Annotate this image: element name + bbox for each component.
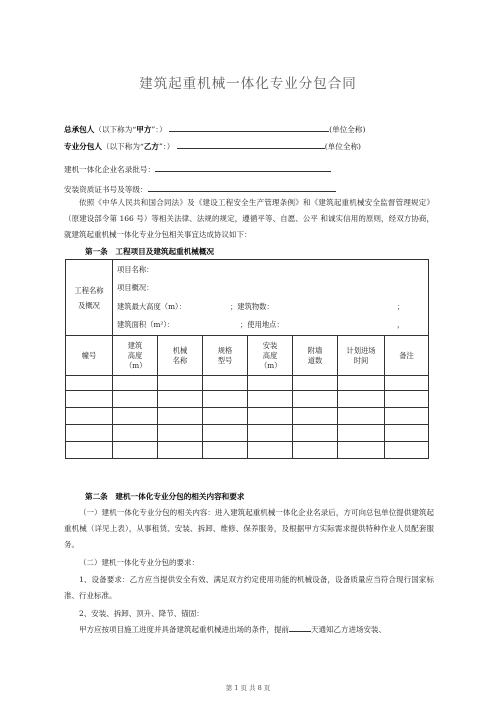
project-name-line — [117, 261, 428, 280]
sub-label: 专业分包人 — [64, 142, 102, 151]
sub-blank — [177, 140, 325, 149]
article2-title: 第二条 建机一体化专业分包的相关内容和要求 — [85, 492, 245, 501]
project-details-cell — [113, 260, 429, 336]
article2-p4: 2、安装、拆卸、顶升、降节、锚固： — [79, 609, 204, 618]
col-header: 附墙道数 — [293, 336, 338, 376]
subcontractor-line — [64, 140, 361, 152]
table-row — [66, 442, 429, 459]
contractor-line — [64, 123, 365, 135]
table-row — [66, 408, 429, 425]
contractor-note-post: ”：） — [151, 125, 167, 134]
cert-line — [64, 183, 336, 195]
structure-end: ； — [397, 301, 405, 311]
project-overview-line — [117, 279, 428, 298]
table-row — [66, 425, 429, 442]
article2-p3: 1、设备要求：乙方应当提供安全有效、满足双方约定使用功能的机械设备，设备质量应当符合现行国家标准、行业标准。 — [64, 575, 434, 600]
project-overview-row — [66, 260, 429, 336]
p5-pre: 甲方应按项目施工进度并具备建筑起重机械进出场的条件，提前 — [79, 625, 289, 634]
project-table — [65, 259, 429, 459]
col-header: 规格型号 — [203, 336, 248, 376]
article1-title: 第一条 工程项目及建筑起重机械概况 — [85, 247, 215, 256]
contractor-short: 甲方 — [136, 125, 152, 134]
col-header: 备注 — [385, 336, 429, 376]
article2-p5 — [64, 622, 434, 638]
article2-p2: （二）建机一体化专业分包的要求： — [79, 558, 199, 567]
sub-note-pre: （以下称为“ — [101, 142, 144, 151]
col-header: 机械名称 — [158, 336, 203, 376]
height-structure-line — [117, 298, 428, 317]
col-header: 安装高度（m） — [248, 336, 293, 376]
registry-line — [64, 163, 331, 175]
max-height-label: 建筑最大高度（m）： — [117, 301, 186, 311]
cert-label: 安装资质证书号及等级： — [64, 185, 148, 194]
project-header-label: 工程名称及概况 — [74, 285, 104, 310]
area-location-line — [117, 316, 428, 335]
col-header: 幢号 — [66, 336, 113, 376]
col-header: 计划进场时间 — [338, 336, 385, 376]
contractor-note-pre: （以下称为“ — [94, 125, 137, 134]
cert-blank — [148, 183, 336, 192]
contractor-suffix: (单位全称) — [329, 125, 366, 134]
project-name-label: 项目名称： — [117, 264, 154, 274]
contractor-label: 总承包人 — [64, 125, 95, 134]
table-row — [66, 391, 429, 408]
col-header: 建筑高度（m） — [113, 336, 158, 376]
registry-label: 建机一体化企业名录批号： — [64, 165, 156, 174]
sub-short: 乙方 — [143, 142, 160, 151]
contractor-blank — [169, 123, 329, 132]
table-row — [66, 376, 429, 391]
intro-paragraph: 依照《中华人民共和国合同法》及《建设工程安全生产管理条例》和《建筑起重机械安全监督管理规定》（原建设部令第 166 号）等相关法律、法规的规定，遵循平等、自愿、公平 和诚实信用的原则，经双方协商，就建筑起重机械一体化专业分包相关事宜达成协议如下： — [64, 198, 434, 239]
project-overview-label: 项目概况： — [117, 283, 154, 292]
structure-label: ；建筑物数： — [230, 301, 274, 311]
sub-suffix: (单位全称) — [324, 142, 362, 151]
location-label: ；使用地点： — [240, 320, 284, 329]
sub-note-post: ”：） — [159, 142, 175, 151]
document-title: 建筑起重机械一体化专业分包合同 — [139, 76, 357, 92]
registry-blank — [155, 163, 331, 172]
days-blank — [289, 623, 311, 632]
area-label: 建筑面积（m²）： — [117, 320, 175, 329]
article2-p1: （一）建机一体化专业分包的相关内容：进入建筑起重机械一体化企业名录后，方可向总包单位提供建筑起重机械（详见上表），从事租赁、安装、拆卸、维修、保养服务，及根据甲方实际需求提供特种作业人员配套服务。 — [64, 508, 434, 549]
location-end: ， — [397, 320, 405, 329]
page-footer: 第 1 页 共 8 页 — [225, 684, 271, 692]
project-header-cell — [66, 260, 113, 336]
column-header-row — [66, 336, 429, 376]
p5-post: 天通知乙方进场安装、 — [311, 625, 386, 634]
